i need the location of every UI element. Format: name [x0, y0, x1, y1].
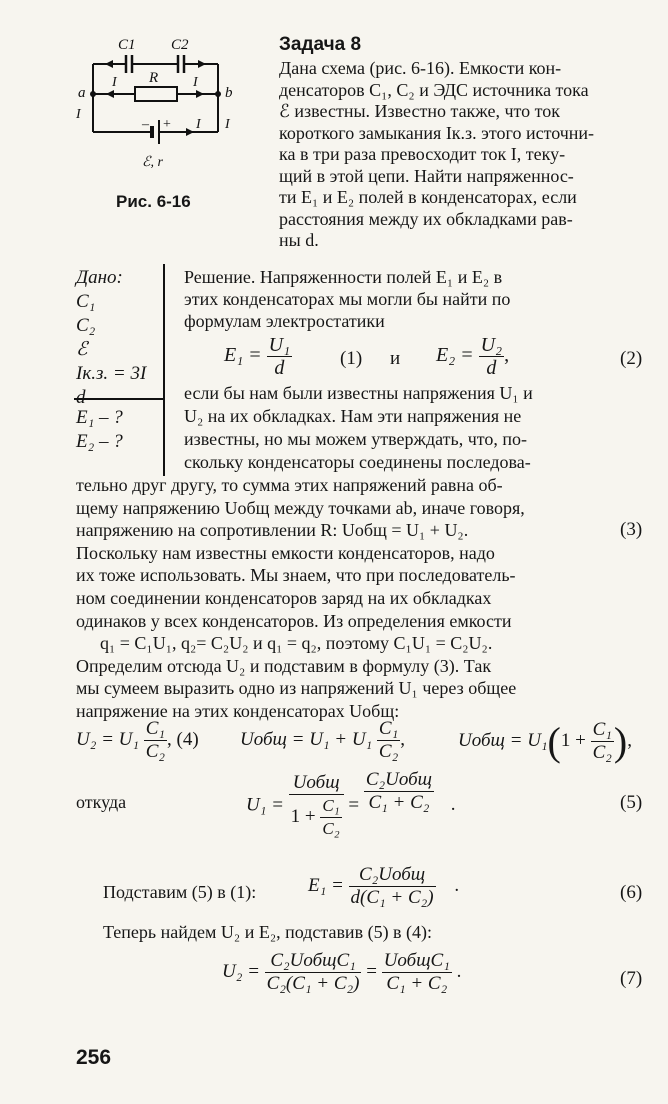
problem-line: ти E₁ и E₂ полей в конденсаторах, если: [279, 187, 577, 207]
problem-line: ны d.: [279, 230, 319, 250]
arrow-current-top-left: [105, 60, 113, 68]
equation-7-number: (7): [620, 968, 643, 989]
problem-line: щий в этой цепи. Найти напряженнос-: [279, 165, 574, 186]
solution-line: тельно друг другу, то сумма этих напряжений равна об-: [76, 475, 503, 495]
label-a: a: [78, 85, 86, 101]
equation-u-total-factored: Uобщ = U₁(1 + $\frac{\text{C₁}}{\text{C₂}}$ ),: [458, 719, 632, 764]
given-item: ℰ: [76, 339, 88, 360]
problem-line: Дана схема (рис. 6-16). Емкости кон-: [279, 58, 562, 78]
given-header: Дано:: [76, 267, 123, 288]
arrow-current-bottom: [186, 128, 194, 136]
solution-line: напряжение на этих конденсаторах Uобщ:: [76, 700, 400, 721]
circuit-diagram: [68, 34, 248, 174]
solution-line: их тоже использовать. Мы знаем, что при последователь-: [76, 565, 516, 586]
find-item: E₁ – ?: [76, 407, 123, 428]
label-c1: C1: [118, 37, 136, 53]
problem-line: ка в три раза превосходит ток I, теку-: [279, 144, 566, 164]
solution-line: одинаков у всех конденсаторов. Из определения емкости: [76, 610, 512, 631]
label-c2: C2: [171, 37, 189, 53]
solution-line: щему напряжению Uобщ между точками ab, иначе говоря,: [76, 497, 525, 518]
solution-line: Определим отсюда U₂ и подставим в формулу (3). Так: [76, 655, 492, 676]
equation-conjunction: и: [390, 348, 401, 369]
label-i-bottom: I: [196, 117, 201, 132]
solution-line: q₁ = C₁U₁, q₂= C₂U₂ и q₁ = q₂, поэтому C₁U₁ = C₂U₂.: [100, 633, 493, 654]
equation-6-lead: Подставим (5) в (1):: [103, 882, 257, 902]
label-r: R: [149, 70, 159, 86]
equation-5-number: (5): [620, 792, 643, 813]
solution-intro: [184, 266, 510, 332]
figure-caption: Рис. 6-16: [116, 192, 191, 211]
label-i-top-right: I: [193, 75, 198, 90]
problem-line: короткого замыкания Iк.з. этого источни-: [279, 122, 595, 143]
problem-line: расстояния между их обкладками рав-: [279, 208, 573, 229]
equation-6: E₁ = $\frac{\text{C₂Uобщ}}{\text{d(C₁ + C₂)}}$ .: [308, 864, 460, 908]
equation-2-number: (2): [620, 348, 643, 369]
given-item: C₁: [76, 291, 96, 312]
label-i-top-left: I: [112, 75, 117, 90]
solution-line: Поскольку нам известны емкости конденсаторов, надо: [76, 542, 495, 563]
problem-text: [279, 58, 594, 252]
node-b: [215, 91, 221, 97]
solution-line: напряжению на сопротивлении R: Uобщ = U₁ + U₂.: [76, 520, 469, 541]
solution-line: известны, но мы можем утверждать, что, по-: [184, 429, 528, 449]
given-block: [76, 266, 146, 410]
label-source: ℰ, r: [142, 155, 163, 170]
label-i-left: I: [76, 107, 81, 122]
solution-line: скольку конденсаторы соединены последова-: [184, 452, 531, 472]
equation-6-number: (6): [620, 882, 643, 903]
equation-4: U₂ = U₁ $\frac{\text{C₁}}{\text{C₂}}$ , (4): [76, 718, 199, 762]
equation-7: U₂ = $\frac{\text{C₂UобщC₁}}{\text{C₂(C₁ + C₂)}}$ = $\frac{\text{UобщC₁}}{\text{C₁ + C₂}}$ .: [222, 950, 462, 994]
given-item: Iк.з. = 3I: [76, 363, 147, 384]
find-item: E₂ – ?: [76, 431, 123, 452]
solution-line: если бы нам были известны напряжения U₁ и: [184, 383, 533, 403]
solution-middle: [184, 382, 533, 474]
given-divider-vertical: [163, 264, 165, 476]
given-divider-horizontal: [74, 398, 164, 400]
solution-line: формулам электростатики: [184, 311, 385, 331]
solution-line: Решение. Напряженности полей E₁ и E₂ в: [184, 267, 503, 287]
label-minus: –: [142, 117, 149, 132]
equation-5: U₁ = Uобщ 1 + $\frac{\text{C₁}}{\text{C₂}}$ = $\frac{\text{C₂Uобщ}}{\text{C₁ + C₂}}$ .: [246, 768, 456, 838]
resistor-r: [135, 87, 177, 101]
problem-line: ℰ известны. Известно также, что ток: [279, 101, 561, 121]
label-plus: +: [163, 117, 171, 132]
page-number: 256: [76, 1046, 112, 1069]
problem-line: денсаторов C₁, C₂ и ЭДС источника тока: [279, 79, 589, 100]
find-block: [76, 406, 123, 454]
given-item: C₂: [76, 315, 96, 336]
equation-2: E₂ = $\frac{\text{U₂}}{d}$ ,: [436, 334, 510, 379]
label-i-right: I: [225, 117, 230, 132]
problem-title: Задача 8: [279, 34, 362, 55]
equation-u-total-sum: Uобщ = U₁ + U₁ $\frac{\text{C₁}}{\text{C₂}}$ ,: [240, 718, 405, 762]
equation-1: E₁ = $\frac{\text{U₁}}{d}$: [224, 334, 291, 379]
solution-line: ном соединении конденсаторов заряд на их обкладках: [76, 587, 492, 608]
equation-5-word: откуда: [76, 792, 127, 812]
solution-line: мы сумеем выразить одно из напряжений U₁ через общее: [76, 678, 517, 699]
arrow-current-middle-left: [106, 90, 114, 98]
node-a: [90, 91, 96, 97]
arrow-current-middle-right: [196, 90, 204, 98]
equation-3-number: (3): [620, 519, 643, 540]
solution-line: этих конденсаторах мы могли бы найти по: [184, 289, 511, 309]
arrow-current-top-right: [198, 60, 206, 68]
equation-1-number: (1): [340, 348, 363, 369]
solution-line: U₂ на их обкладках. Нам эти напряжения не: [184, 406, 522, 426]
solution-body: [76, 474, 525, 723]
label-b: b: [225, 85, 233, 101]
solution-next-line: Теперь найдем U₂ и E₂, подставив (5) в (4):: [103, 922, 433, 942]
